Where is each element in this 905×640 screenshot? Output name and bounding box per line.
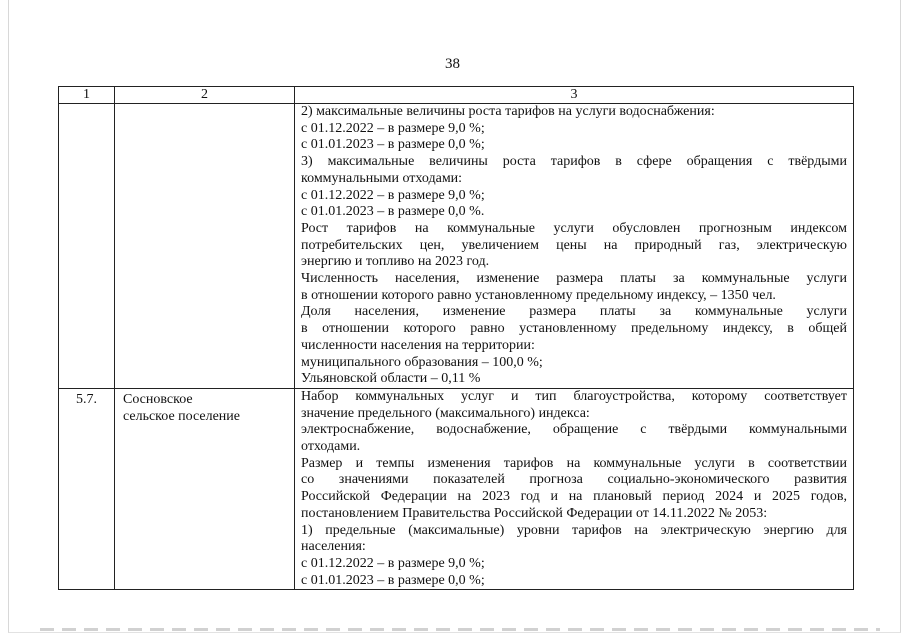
text-line: с 01.01.2023 – в размере 0,0 %. bbox=[301, 204, 485, 220]
text-line: населения: bbox=[301, 539, 366, 555]
text-line: Размер и темпы изменения тарифов на коммунальные услуги в соответствии bbox=[301, 455, 847, 471]
settlement-name bbox=[115, 104, 295, 389]
text-line: 1) предельные (максимальные) уровни тарифов на электрическую энергию для bbox=[301, 522, 847, 538]
tariff-table bbox=[58, 86, 854, 590]
text-line: значение предельного (максимального) индекса: bbox=[301, 405, 590, 421]
text-line: коммунальными отходами: bbox=[301, 170, 463, 186]
settlement-name-line: сельское поселение bbox=[123, 408, 240, 424]
column-header-2: 2 bbox=[115, 87, 295, 104]
settlement-name bbox=[115, 388, 295, 589]
text-line: с 01.12.2022 – в размере 9,0 %; bbox=[301, 555, 485, 571]
text-line: Набор коммунальных услуг и тип благоустройства, которому соответствует bbox=[301, 388, 847, 404]
text-line: численности населения на территории: bbox=[301, 337, 535, 353]
row-content bbox=[295, 104, 854, 389]
column-header-3: 3 bbox=[295, 87, 854, 104]
text-line: с 01.01.2023 – в размере 0,0 %; bbox=[301, 137, 485, 153]
column-header-1: 1 bbox=[59, 87, 115, 104]
page-number: 38 bbox=[445, 56, 460, 72]
text-line: с 01.01.2023 – в размере 0,0 %; bbox=[301, 572, 485, 588]
text-line: в отношении которого равно установленному предельному индексу, в общей bbox=[301, 321, 847, 337]
text-line: с 01.12.2022 – в размере 9,0 %; bbox=[301, 187, 485, 203]
row-number bbox=[59, 104, 115, 389]
text-line: с 01.12.2022 – в размере 9,0 %; bbox=[301, 120, 485, 136]
text-line: 2) максимальные величины роста тарифов на услуги водоснабжения: bbox=[301, 104, 715, 119]
text-line: Рост тарифов на коммунальные услуги обусловлен прогнозным индексом bbox=[301, 220, 847, 236]
table-header-row bbox=[59, 87, 854, 104]
text-line: 3) максимальные величины роста тарифов в сфере обращения с твёрдыми bbox=[301, 154, 847, 170]
text-line: Доля населения, изменение размера платы за коммунальные услуги bbox=[301, 304, 847, 320]
table-row bbox=[59, 104, 854, 389]
table-row bbox=[59, 388, 854, 589]
text-line: со значениями показателей прогноза социально-экономического развития bbox=[301, 472, 847, 488]
text-line: отходами. bbox=[301, 439, 361, 455]
text-line: Численность населения, изменение размера платы за коммунальные услуги bbox=[301, 271, 847, 287]
text-line: Российской Федерации на 2023 год и на плановый период 2024 и 2025 годов, bbox=[301, 489, 847, 505]
text-line: потребительских цен, увеличением цены на природный газ, электрическую bbox=[301, 237, 847, 253]
text-line: в отношении которого равно установленному предельному индексу, – 1350 чел. bbox=[301, 287, 776, 303]
row-number: 5.7. bbox=[59, 388, 115, 589]
text-line: энергию и топливо на 2023 год. bbox=[301, 254, 490, 270]
scan-edge-artifact bbox=[40, 628, 880, 631]
text-line: муниципального образования – 100,0 %; bbox=[301, 354, 543, 370]
text-line: электроснабжение, водоснабжение, обращение с твёрдыми коммунальными bbox=[301, 422, 847, 438]
text-line: Ульяновской области – 0,11 % bbox=[301, 371, 481, 387]
row-content bbox=[295, 388, 854, 589]
text-line: постановлением Правительства Российской Федерации от 14.11.2022 № 2053: bbox=[301, 505, 768, 521]
settlement-name-line: Сосновское bbox=[123, 391, 193, 407]
